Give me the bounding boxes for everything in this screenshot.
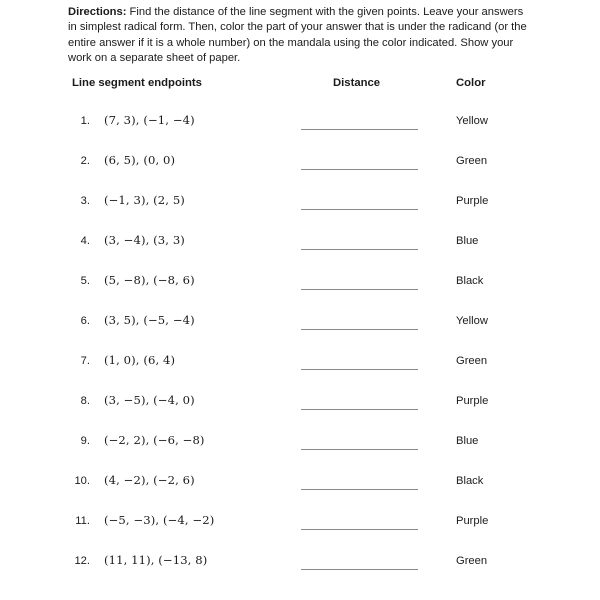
problem-number: 3. — [80, 195, 90, 207]
endpoint-pair: (3, −5), (−4, 0) — [104, 393, 195, 407]
problem-row — [0, 552, 600, 592]
endpoint-pair: (−1, 3), (2, 5) — [104, 193, 185, 207]
endpoint-pair: (1, 0), (6, 4) — [104, 353, 176, 367]
problem-number: 1. — [80, 115, 90, 127]
answer-blank-line[interactable] — [301, 289, 418, 290]
color-label: Purple — [456, 395, 489, 407]
directions-text: Find the distance of the line segment with the given points. Leave your answers in simplest radical form. Then, color the part of your answer that is under the radicand (or the entire answer if it is a whole number) on the mandala using the color indicated. Show your work on a separate sheet of paper. — [68, 6, 527, 64]
column-headers — [0, 77, 600, 93]
answer-blank-line[interactable] — [301, 409, 418, 410]
endpoint-pair: (5, −8), (−8, 6) — [104, 273, 195, 287]
endpoint-pair: (7, 3), (−1, −4) — [104, 113, 195, 127]
endpoint-pair: (3, −4), (3, 3) — [104, 233, 185, 247]
endpoint-pair: (4, −2), (−2, 6) — [104, 473, 195, 487]
problem-row — [0, 352, 600, 392]
color-label: Black — [456, 475, 484, 487]
header-distance: Distance — [333, 77, 381, 89]
endpoint-pair: (6, 5), (0, 0) — [104, 153, 176, 167]
problem-number: 7. — [80, 355, 90, 367]
endpoint-pair: (11, 11), (−13, 8) — [104, 553, 208, 567]
color-label: Green — [456, 355, 488, 367]
color-label: Yellow — [456, 315, 488, 327]
answer-blank-line[interactable] — [301, 529, 418, 530]
problem-number: 8. — [80, 395, 90, 407]
problem-number: 11. — [75, 515, 90, 527]
problem-row — [0, 112, 600, 152]
answer-blank-line[interactable] — [301, 249, 418, 250]
problem-row — [0, 472, 600, 512]
answer-blank-line[interactable] — [301, 449, 418, 450]
directions-paragraph — [68, 5, 530, 66]
problem-row — [0, 392, 600, 432]
answer-blank-line[interactable] — [301, 169, 418, 170]
color-label: Blue — [456, 435, 479, 447]
problem-row — [0, 512, 600, 552]
answer-blank-line[interactable] — [301, 129, 418, 130]
problem-number: 5. — [80, 275, 90, 287]
color-label: Purple — [456, 195, 489, 207]
problem-number: 6. — [80, 315, 90, 327]
header-endpoints: Line segment endpoints — [72, 77, 202, 89]
problem-row — [0, 432, 600, 472]
color-label: Yellow — [456, 115, 488, 127]
answer-blank-line[interactable] — [301, 369, 418, 370]
problem-number: 12. — [74, 555, 90, 567]
color-label: Purple — [456, 515, 489, 527]
problem-number: 10. — [74, 475, 90, 487]
problem-row — [0, 312, 600, 352]
endpoint-pair: (−5, −3), (−4, −2) — [104, 513, 215, 527]
header-color: Color — [456, 77, 486, 89]
color-label: Blue — [456, 235, 479, 247]
endpoint-pair: (3, 5), (−5, −4) — [104, 313, 195, 327]
answer-blank-line[interactable] — [301, 329, 418, 330]
problem-row — [0, 232, 600, 272]
problem-number: 2. — [80, 155, 90, 167]
color-label: Green — [456, 155, 488, 167]
problem-number: 4. — [80, 235, 90, 247]
color-label: Green — [456, 555, 488, 567]
problem-row — [0, 272, 600, 312]
answer-blank-line[interactable] — [301, 209, 418, 210]
answer-blank-line[interactable] — [301, 489, 418, 490]
problem-row — [0, 152, 600, 192]
color-label: Black — [456, 275, 484, 287]
problem-number: 9. — [80, 435, 90, 447]
problem-row — [0, 192, 600, 232]
answer-blank-line[interactable] — [301, 569, 418, 570]
directions-label: Directions: — [68, 6, 127, 18]
endpoint-pair: (−2, 2), (−6, −8) — [104, 433, 205, 447]
problem-list — [0, 112, 600, 592]
